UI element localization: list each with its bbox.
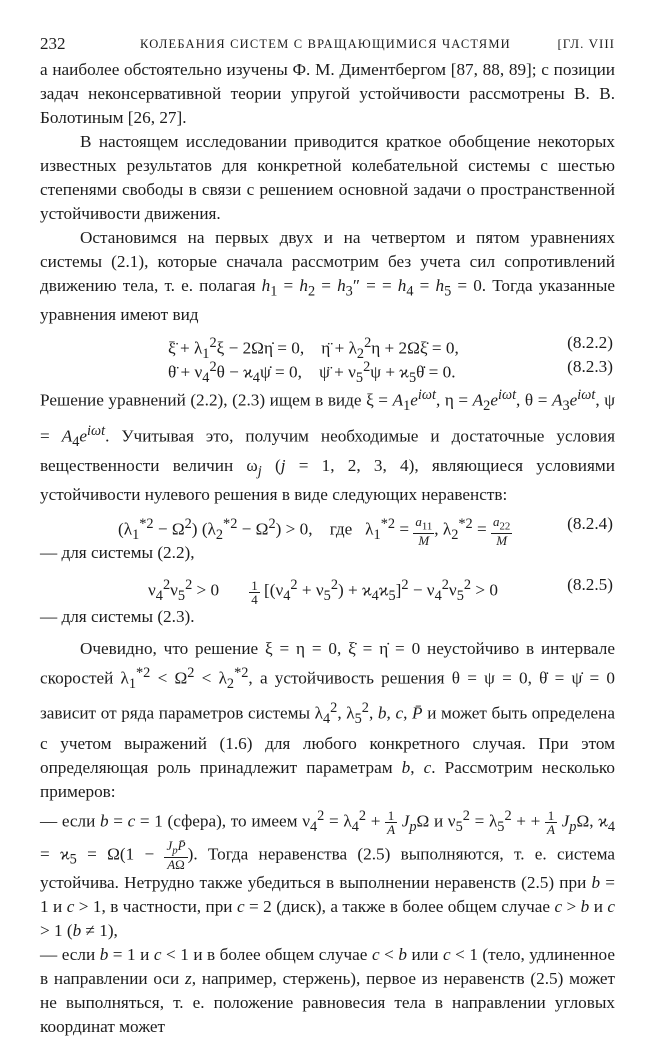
- equation-8-2-2: ξ̈ + $\lambda_1^2\xi$ − 2Ωη̇ = 0, η̈ + $\lambda_2^2\eta$ + 2Ωξ̇ = 0, (8.2.2): [168, 333, 613, 363]
- paragraph-case-rod: — если b = 1 и c < 1 и в более общем случае c < b или c < 1 (тело, удлиненное в направлении оси z, например, стержень), первое из неравенств (2.5) может не выполняться, т. е. положение равновесия тела в направлении угловых координат может: [40, 945, 615, 1037]
- paragraph-for-system-2-3: — для системы (2.3).: [40, 607, 195, 627]
- paragraph-present-study: В настоящем исследовании приводится краткое обобщение некоторых известных результатов для конкретной колебательной системы с шестью степенями свободы в связи с решением основной задачи о пространственной устойчивости движения.: [40, 132, 615, 223]
- running-head: [40, 30, 615, 58]
- paragraph-obviously: Очевидно, что решение ξ = η = 0, ξ̇ = η̇ = 0 неустойчиво в интервале скоростей $\lambda_1^{*2} < \Omega^2 < \lambda_2^{*2}$, а устойчивость решения θ = ψ = 0, θ̇ = ψ̇ = 0 зависит от ряда параметров системы $\lambda_4^2$, $\lambda_5^2$, b, c, P̄ и может быть определена с учетом выражений (1.6) для любого конкретного случая. При этом определяющая роль принадлежит параметрам b, c. Рассмотрим несколько примеров:: [40, 639, 616, 801]
- equation-tag-8-2-5: (8.2.5): [567, 575, 613, 595]
- equation-tag-8-2-2: (8.2.2): [567, 333, 613, 353]
- equation-8-2-4: $(\lambda_1^{*2} - \Omega^2) (\lambda_2^{*2} - \Omega^2) > 0$, где $\lambda_1^{*2}$ = $\frac{a_{11}}{M}$ , $\lambda_2^{*2}$ = $\frac{a_{22}}{M}$ (8.2.4): [118, 513, 613, 549]
- page-number: 232: [40, 34, 66, 53]
- equation-tag-8-2-4: (8.2.4): [567, 514, 613, 534]
- paragraph-solution: Решение уравнений (2.2), (2.3) ищем в виде $\xi = A_1e^{i\omega t}$, $\eta = A_2e^{i\omega t}$, $\theta = A_3e^{i\omega t}$, $\psi = A_4e^{i\omega t}$. Учитывая это, получим необходимые и достаточные условия вещественности величин $\omega_j$ (j = 1, 2, 3, 4), являющиеся условиями устойчивости нулевого решения в виде следующих неравенств:: [40, 387, 615, 505]
- paragraph-intro: а наиболее обстоятельно изучены Ф. М. Диментбергом [87, 88, 89]; с позиции задач неконсервативной теории упругой устойчивости рассмотрены В. В. Болотиным [26, 27].: [40, 60, 615, 127]
- equation-where: где: [329, 519, 353, 539]
- equation-tag-8-2-3: (8.2.3): [567, 357, 613, 377]
- paragraph-equations-setup: Остановимся на первых двух и на четвертом и пятом уравнениях системы (2.1), которые сначала рассмотрим без учета сил сопротивлений движению тела, т. е. полагая $h_1 = h_2 = h_3''$ = = $h_4 = h_5 = 0$. Тогда указанные уравнения имеют вид: [40, 228, 615, 325]
- paragraph-for-system-2-2: — для системы (2.2),: [40, 543, 195, 563]
- equation-8-2-5: $\nu_4^2\nu_5^2 > 0$ $\frac{1}{4}$ $[(\nu_4^2 + \nu_5^2) + ϰ_4ϰ_5]^2 - \nu_4^2\nu_5^2 > 0$ (8.2.5): [148, 575, 613, 607]
- page: [40, 30, 615, 1039]
- paragraph-case-sphere: — если b = c = 1 (сфера), то имеем $\nu_4^2 = \lambda_4^2$ + $\frac{1}{A}$ $J_p\Omega$ и $\nu_5^2 = \lambda_5^2$ + + $\frac{1}{A}$ $J_p\Omega$, $ϰ_4 = ϰ_5 = \Omega(1$ − $\frac{J_pP̄}{A\Omega}$ ). Тогда неравенства (2.5) выполняются, т. е. система устойчива. Нетрудно также убедиться в выполнении неравенств (2.5) при b = 1 и c > 1, в частности, при c = 2 (диск), а также в более общем случае c > b и c > 1 (b ≠ 1),: [40, 807, 616, 941]
- equation-8-2-3: θ̈ + $\nu_4^2\theta$ − $ϰ_4\psi̇ = 0$, ψ̈ + $\nu_5^2\psi$ + $ϰ_5\thetȧ = 0$. (8.2.3): [168, 357, 613, 387]
- running-title: КОЛЕБАНИЯ СИСТЕМ С ВРАЩАЮЩИМИСЯ ЧАСТЯМИ: [140, 37, 511, 51]
- chapter-label: [ГЛ. VIII: [557, 36, 615, 51]
